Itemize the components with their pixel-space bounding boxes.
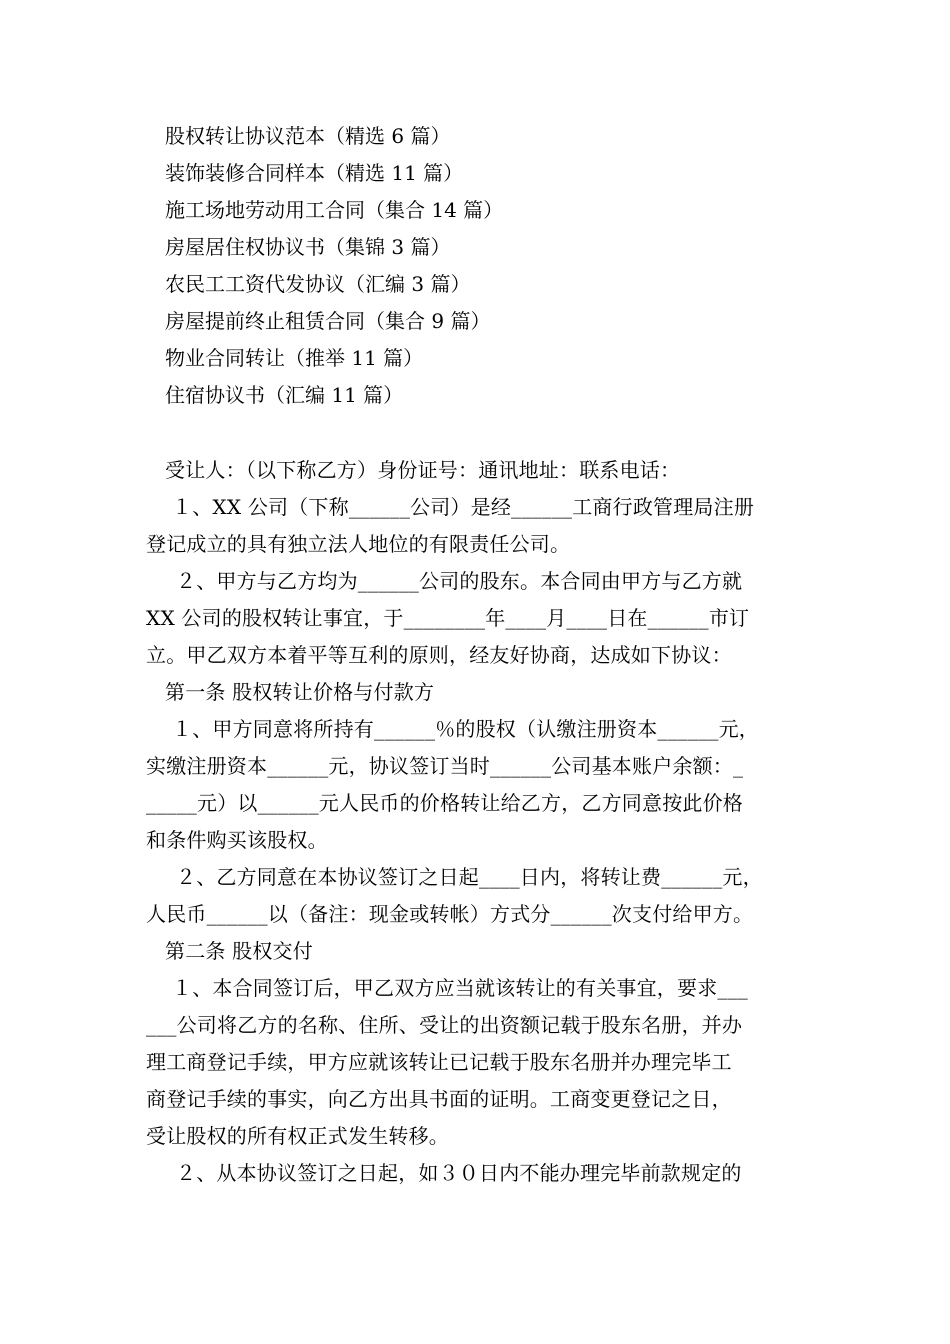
toc-item: 装饰装修合同样本（精选 11 篇） — [165, 161, 464, 185]
paragraph-line: ___公司将乙方的名称、住所、受让的出资额记载于股东名册，并办 — [146, 1013, 743, 1037]
paragraph-line: _____元）以______元人民币的价格转让给乙方，乙方同意按此价格 — [146, 791, 743, 815]
paragraph-line: １、XX 公司（下称______公司）是经______工商行政管理局注册 — [172, 495, 755, 519]
contract-body — [146, 452, 810, 1192]
paragraph-line: 人民币______以（备注：现金或转帐）方式分______次支付给甲方。 — [146, 902, 754, 926]
paragraph-line: ２、从本协议签订之日起，如３０日内不能办理完毕前款规定的 — [176, 1161, 742, 1185]
paragraph-line: 受让股权的所有权正式发生转移。 — [146, 1124, 449, 1148]
toc-item: 房屋提前终止租赁合同（集合 9 篇） — [165, 309, 491, 333]
article-heading: 第一条 股权转让价格与付款方 — [165, 680, 435, 704]
transferee-info-line: 受让人：（以下称乙方）身份证号：通讯地址：联系电话： — [165, 458, 681, 482]
article-heading: 第二条 股权交付 — [165, 939, 313, 963]
toc-item: 住宿协议书（汇编 11 篇） — [165, 383, 404, 407]
paragraph-line: 实缴注册资本______元，协议签订当时______公司基本账户余额：_ — [146, 754, 744, 778]
paragraph-line: 理工商登记手续，甲方应就该转让已记载于股东名册并办理完毕工 — [146, 1050, 732, 1074]
paragraph-line: 登记成立的具有独立法人地位的有限责任公司。 — [146, 532, 571, 556]
paragraph-line: 商登记手续的事实，向乙方出具书面的证明。工商变更登记之日， — [146, 1087, 732, 1111]
toc-item: 施工场地劳动用工合同（集合 14 篇） — [165, 198, 504, 222]
paragraph-line: XX 公司的股权转让事宜，于________年____月____日在______市订 — [146, 606, 750, 630]
paragraph-line: ２、甲方与乙方均为______公司的股东。本合同由甲方与乙方就 — [176, 569, 743, 593]
paragraph-line: 和条件购买该股权。 — [146, 828, 328, 852]
toc-item: 农民工工资代发协议（汇编 3 篇） — [165, 272, 471, 296]
toc-item: 股权转让协议范本（精选 6 篇） — [165, 124, 451, 148]
paragraph-line: 立。甲乙双方本着平等互利的原则，经友好协商，达成如下协议： — [146, 643, 732, 667]
paragraph-line: １、本合同签订后，甲乙双方应当就该转让的有关事宜，要求___ — [172, 976, 748, 1000]
toc-item: 房屋居住权协议书（集锦 3 篇） — [165, 235, 451, 259]
toc-item: 物业合同转让（推举 11 篇） — [165, 346, 424, 370]
paragraph-line: １、甲方同意将所持有______％的股权（认缴注册资本______元， — [172, 717, 759, 741]
toc-list — [165, 118, 865, 414]
paragraph-line: ２、乙方同意在本协议签订之日起____日内，将转让费______元， — [176, 865, 763, 889]
